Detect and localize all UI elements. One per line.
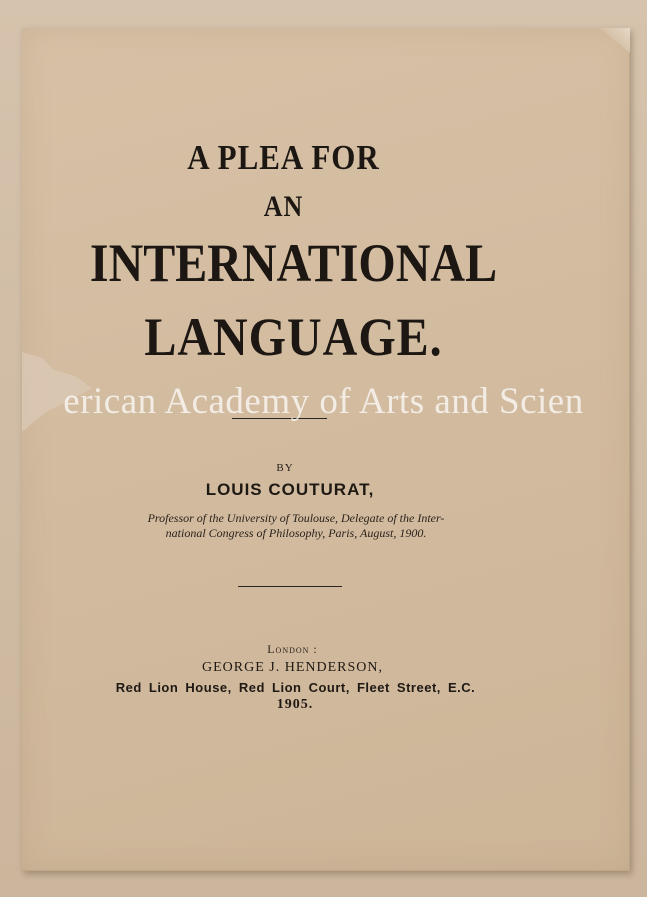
affiliation-line-2: national Congress of Philosophy, Paris, August, 1900. — [165, 526, 427, 540]
title-line-2: AN — [263, 190, 304, 223]
title-line-4: LANGUAGE. — [144, 307, 443, 368]
publisher-name: GEORGE J. HENDERSON, — [202, 660, 383, 675]
affiliation-line-1: Professor of the University of Toulouse, Delegate of the Inter- — [147, 511, 445, 525]
publisher-address: Red Lion House, Red Lion Court, Fleet Street, E.C. — [115, 680, 476, 695]
title-line-3: INTERNATIONAL — [89, 233, 498, 294]
author-affiliation — [106, 511, 486, 541]
by-label: BY — [276, 462, 294, 474]
divider-rule-lower — [238, 586, 342, 587]
publication-year: 1905. — [276, 697, 314, 712]
watermark: erican Academy of Arts and Scien — [63, 381, 584, 422]
author-name: LOUIS COUTURAT, — [205, 480, 375, 499]
publication-city: London : — [267, 642, 318, 656]
title-line-1: A PLEA FOR — [187, 137, 380, 178]
